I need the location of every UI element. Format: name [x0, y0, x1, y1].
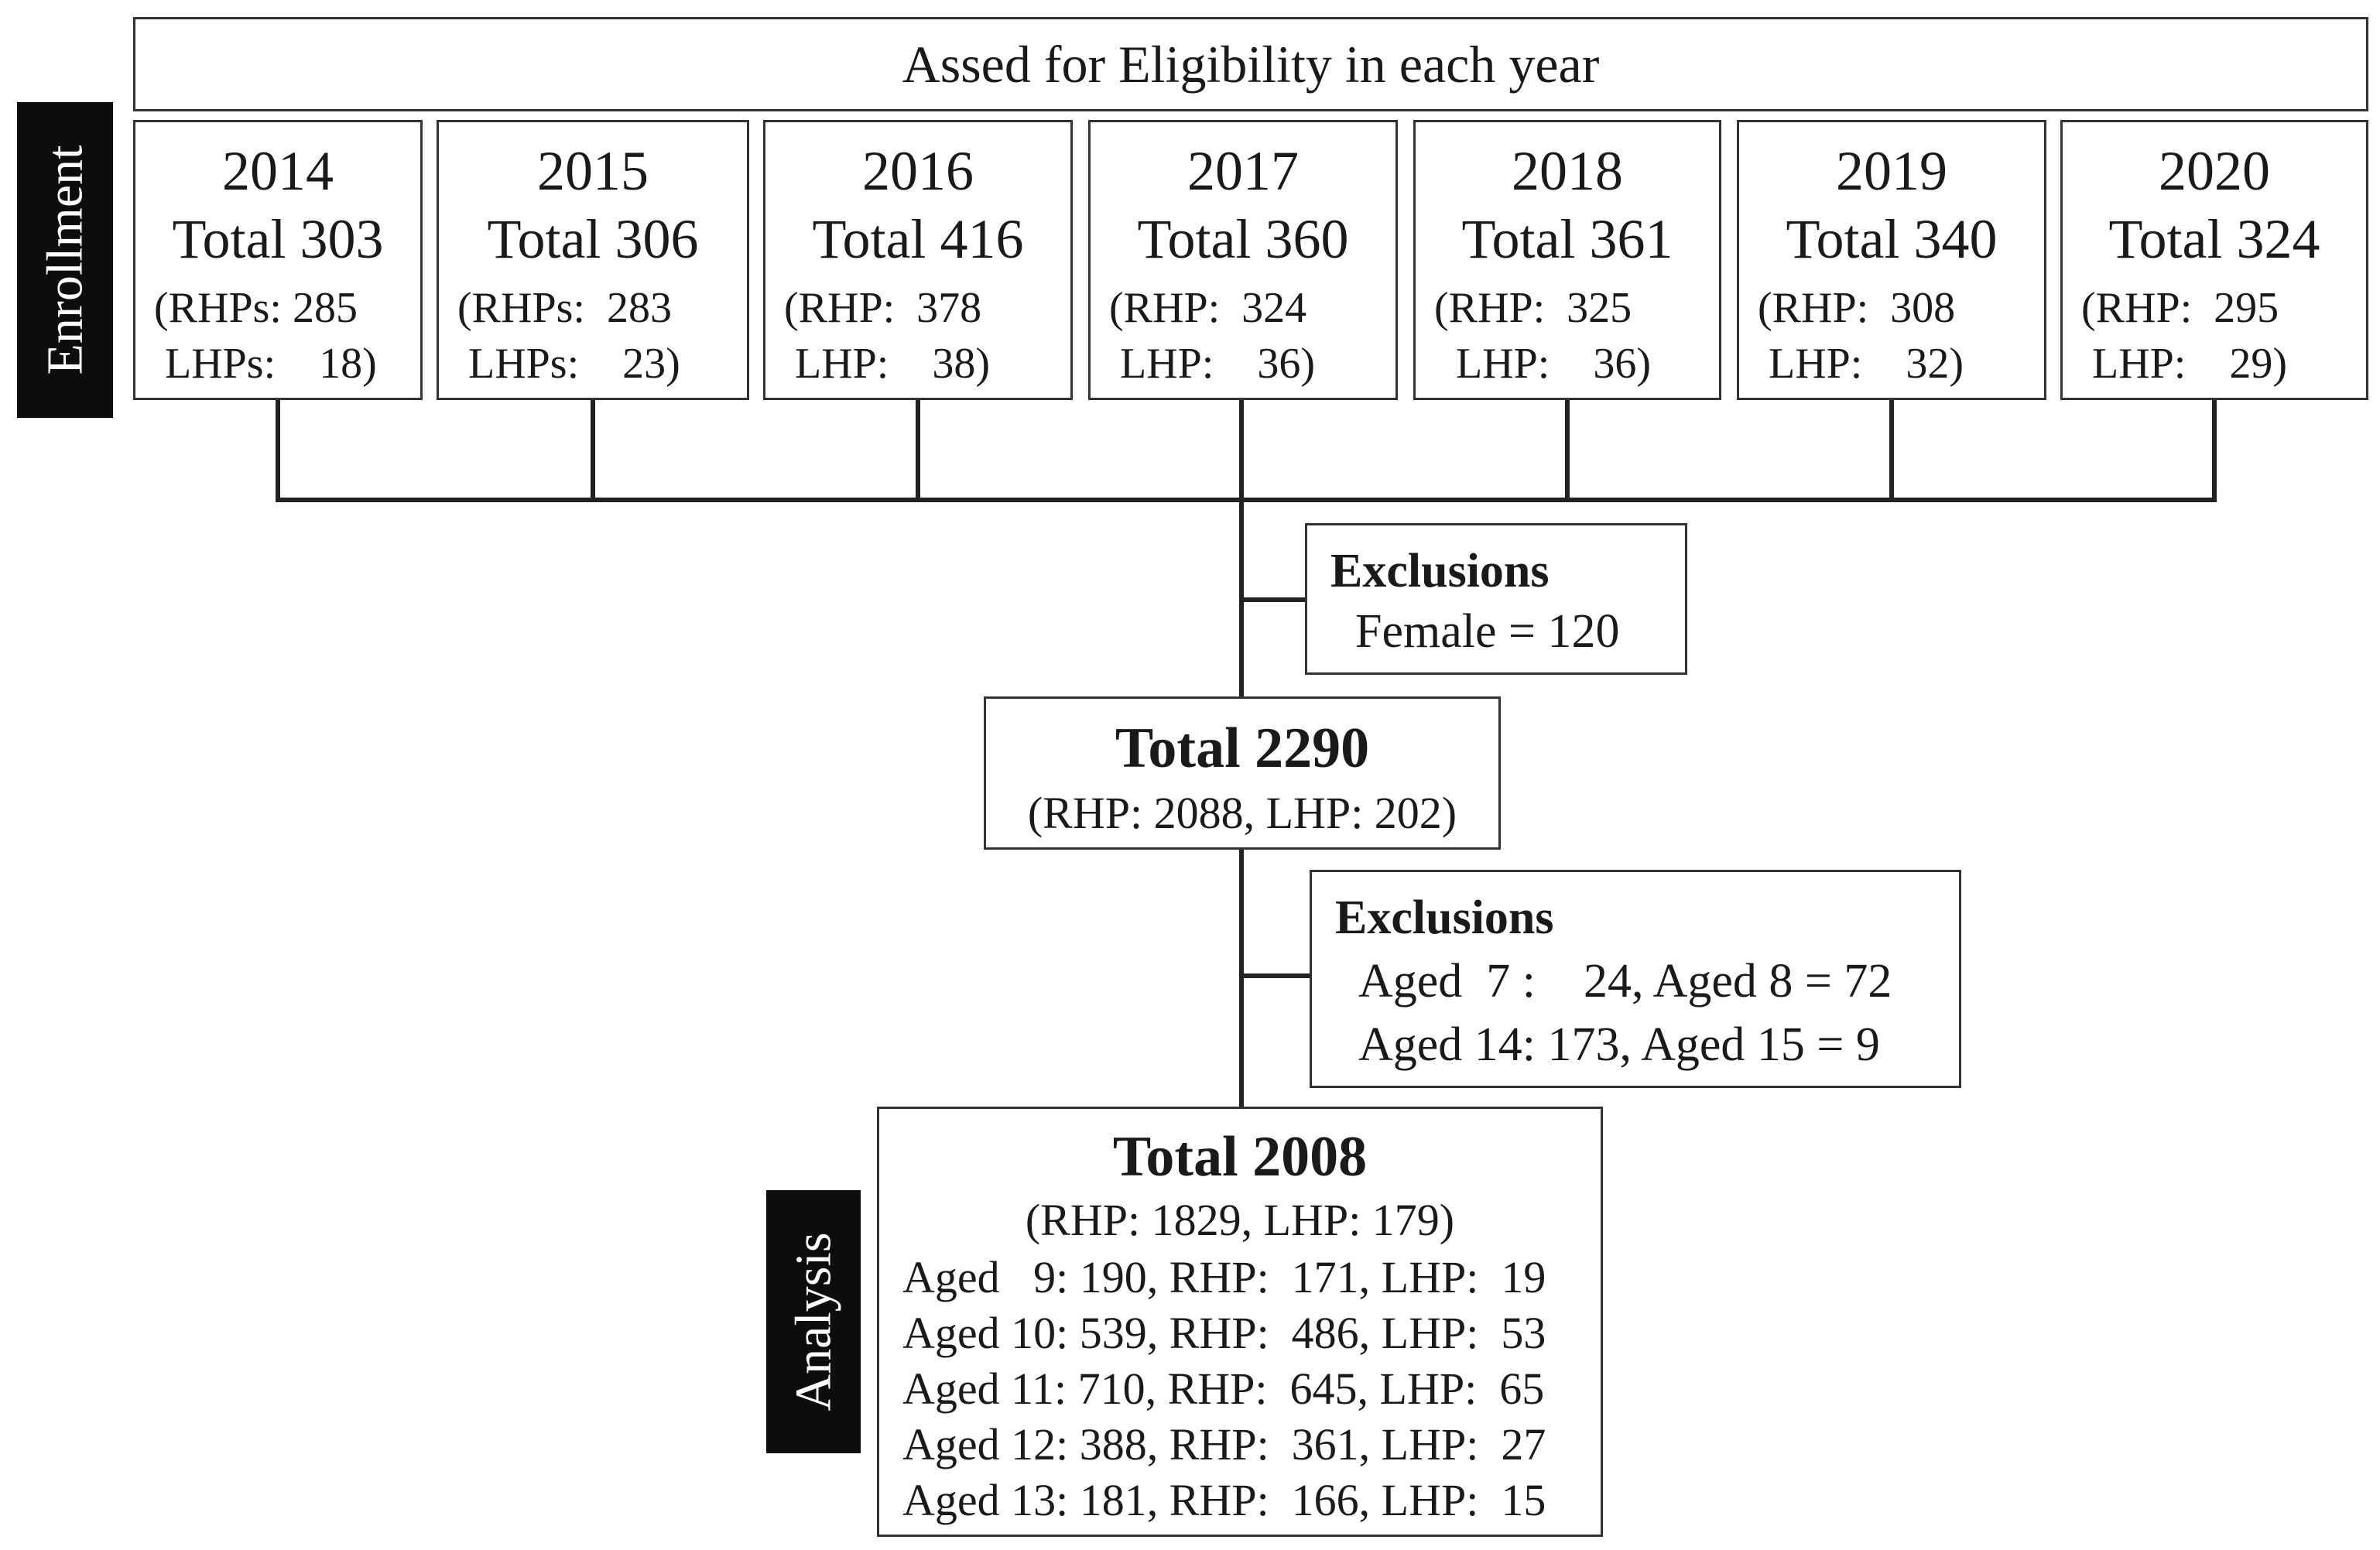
eligibility-header-box: [133, 17, 2368, 111]
year-total: Total 340: [1786, 208, 1998, 270]
connector-line: [1565, 400, 1570, 502]
exclusions-line: Female = 120: [1355, 605, 1620, 658]
exclusions-box-age: [1310, 870, 1961, 1088]
year-label: 2015: [537, 140, 649, 202]
connector-line: [2212, 400, 2217, 502]
eligibility-header-text: Assed for Eligibility in each year: [902, 34, 1600, 94]
year-total: Total 360: [1137, 208, 1349, 270]
year-label: 2017: [1187, 140, 1299, 202]
connector-line: [916, 400, 920, 502]
age-row: Aged 10: 539, RHP: 486, LHP: 53: [902, 1308, 1546, 1358]
enrollment-label-text: Enrollment: [36, 145, 93, 375]
exclusions-line: Aged 7 : 24, Aged 8 = 72: [1358, 955, 1892, 1008]
exclusions-title: Exclusions: [1330, 545, 1550, 597]
total-subtitle: (RHP: 2088, LHP: 202): [1027, 788, 1457, 838]
analysis-label-text: Analysis: [785, 1232, 841, 1411]
year-lhp: LHPs: 23): [457, 340, 680, 388]
year-rhp: (RHP: 295: [2081, 284, 2279, 332]
year-lhp: LHPs: 18): [154, 340, 377, 388]
year-rhp: (RHP: 324: [1109, 284, 1307, 332]
age-row: Aged 12: 388, RHP: 361, LHP: 27: [902, 1419, 1546, 1470]
year-label: 2018: [1512, 140, 1623, 202]
year-lhp: LHP: 29): [2081, 340, 2287, 388]
year-rhp: (RHP: 378: [784, 284, 982, 332]
year-total: Total 303: [172, 208, 384, 270]
exclusions-title: Exclusions: [1335, 891, 1554, 944]
year-total: Total 361: [1461, 208, 1673, 270]
year-box-2018: [1413, 120, 1721, 400]
connector-line: [1239, 400, 1244, 502]
total-title: Total 2008: [1112, 1125, 1368, 1189]
exclusions-box-female: [1305, 523, 1687, 675]
year-rhp: (RHP: 325: [1434, 284, 1632, 332]
year-label: 2020: [2159, 140, 2270, 202]
year-label: 2016: [862, 140, 974, 202]
analysis-label: [766, 1190, 861, 1453]
year-label: 2019: [1836, 140, 1947, 202]
enrollment-label: [17, 102, 113, 418]
total-box-2008: [877, 1107, 1603, 1537]
year-total: Total 306: [487, 208, 699, 270]
connector-line: [276, 400, 280, 502]
connector-line: [1889, 400, 1894, 502]
total-subtitle: (RHP: 1829, LHP: 179): [1025, 1195, 1455, 1245]
year-lhp: LHP: 36): [1434, 340, 1651, 388]
year-box-2016: [763, 120, 1073, 400]
age-row: Aged 11: 710, RHP: 645, LHP: 65: [902, 1364, 1545, 1414]
connector-line: [1239, 973, 1310, 978]
year-label: 2014: [222, 140, 334, 202]
connector-line: [276, 498, 2217, 502]
total-box-2290: [984, 696, 1501, 850]
age-row: Aged 13: 181, RHP: 166, LHP: 15: [902, 1475, 1546, 1525]
year-box-2017: [1088, 120, 1398, 400]
year-rhp: (RHPs: 285: [154, 284, 358, 332]
year-rhp: (RHP: 308: [1758, 284, 1956, 332]
connector-line: [1239, 850, 1244, 1107]
year-lhp: LHP: 36): [1109, 340, 1315, 388]
year-total: Total 324: [2108, 208, 2320, 270]
connector-line: [591, 400, 595, 502]
year-lhp: LHP: 32): [1758, 340, 1964, 388]
year-box-2019: [1737, 120, 2046, 400]
year-lhp: LHP: 38): [784, 340, 990, 388]
year-box-2014: [133, 120, 423, 400]
age-row: Aged 9: 190, RHP: 171, LHP: 19: [902, 1252, 1546, 1302]
year-rhp: (RHPs: 283: [457, 284, 672, 332]
year-box-2015: [437, 120, 749, 400]
total-title: Total 2290: [1115, 717, 1370, 780]
exclusions-line: Aged 14: 173, Aged 15 = 9: [1358, 1018, 1880, 1071]
year-total: Total 416: [812, 208, 1024, 270]
connector-line: [1239, 597, 1305, 602]
year-box-2020: [2060, 120, 2368, 400]
